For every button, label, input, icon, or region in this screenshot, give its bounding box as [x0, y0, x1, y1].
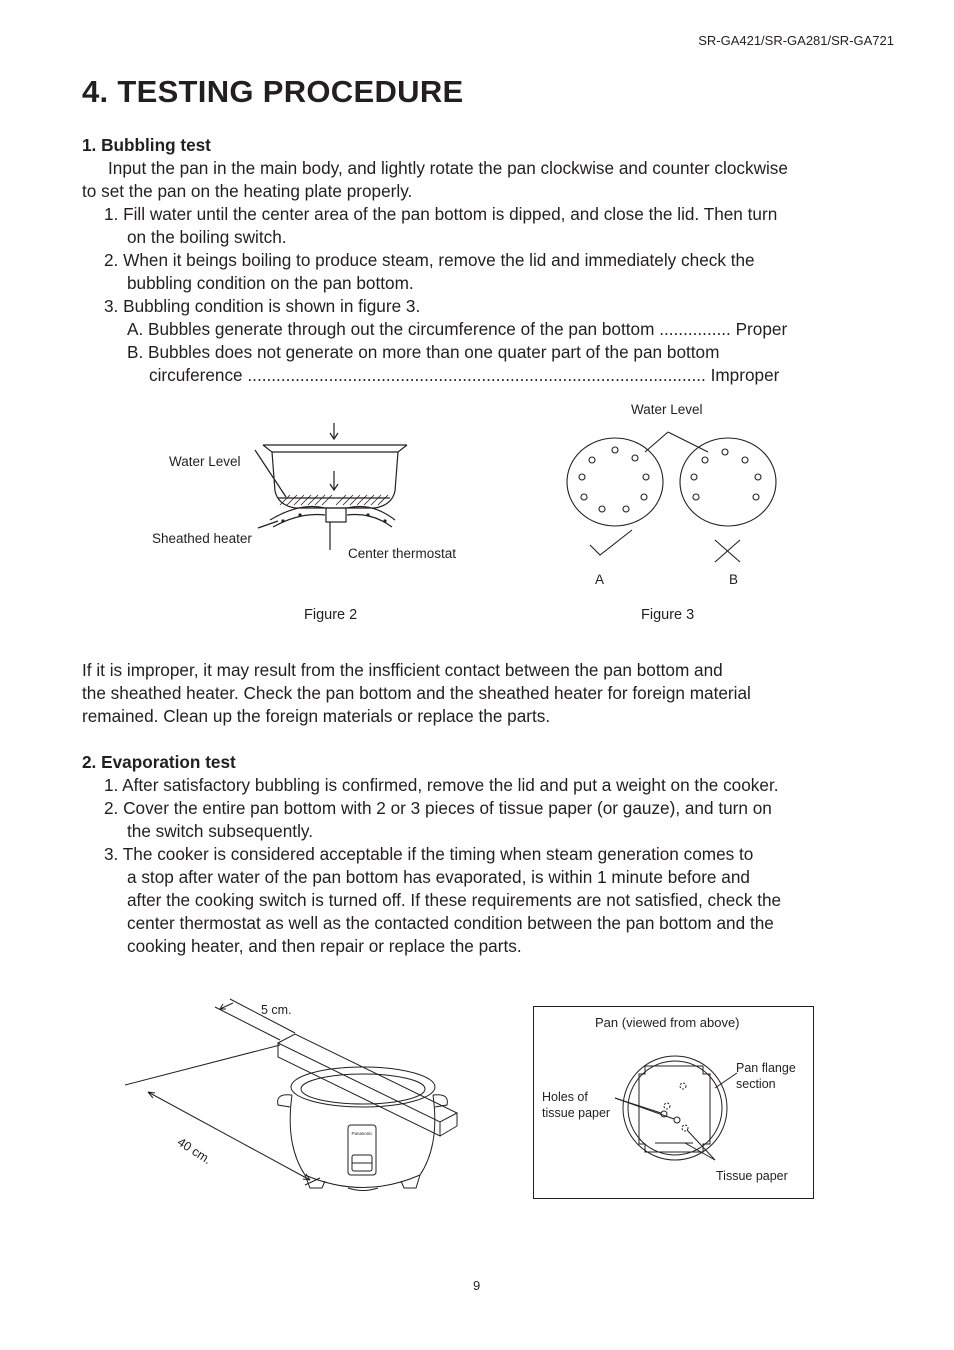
evaporation-step2-line1: 2. Cover the entire pan bottom with 2 or 3 pieces of tissue paper (or gauze), and turn on	[104, 798, 772, 818]
holes-label-line1: Holes of	[542, 1090, 588, 1104]
figure2-caption: Figure 2	[304, 607, 358, 623]
page-number: 9	[473, 1278, 481, 1293]
cooker-brand-logo: Panasonic	[351, 1131, 373, 1136]
pan-top-view-title: Pan (viewed from above)	[595, 1015, 740, 1030]
bubbling-heading: 1. Bubbling test	[82, 135, 211, 155]
figure3-water-level-label: Water Level	[631, 402, 703, 417]
pan-top-view-diagram	[615, 1048, 735, 1168]
holes-label-line2: tissue paper	[542, 1106, 611, 1120]
evaporation-step3-line5: cooking heater, and then repair or replace the parts.	[127, 936, 522, 956]
dimension-width-label: 5 cm.	[261, 1003, 292, 1017]
bubbling-step-b-line1: B. Bubbles does not generate on more than one quater part of the pan bottom	[127, 342, 720, 362]
bubbling-step1-line2: on the boiling switch.	[127, 227, 287, 247]
evaporation-step1: 1. After satisfactory bubbling is confirmed, remove the lid and put a weight on the cooker.	[104, 775, 779, 795]
figure2-center-thermostat-label: Center thermostat	[348, 546, 457, 561]
cooker-weight-diagram	[120, 995, 480, 1210]
tissue-paper-label: Tissue paper	[716, 1169, 788, 1183]
evaporation-step2-line2: the switch subsequently.	[127, 821, 313, 841]
bubbling-step2-line2: bubbling condition on the pan bottom.	[127, 273, 414, 293]
figure2-water-level-label: Water Level	[169, 454, 241, 469]
bubbling-step-a: A. Bubbles generate through out the circumference of the pan bottom ............... Proper	[127, 319, 788, 339]
evaporation-step3-line3: after the cooking switch is turned off. If these requirements are not satisfied, check the	[127, 890, 782, 910]
bubbling-step2-line1: 2. When it beings boiling to produce steam, remove the lid and immediately check the	[104, 250, 755, 270]
figure3-bubbles-diagram	[560, 420, 780, 570]
bubbling-step-b-line2: circuference ................................................................................................ Improper	[149, 365, 780, 385]
evaporation-step3-line2: a stop after water of the pan bottom has evaporated, is within 1 minute before and	[127, 867, 750, 887]
evaporation-step3-line1: 3. The cooker is considered acceptable if the timing when steam generation comes to	[104, 844, 754, 864]
figure3-label-b: B	[729, 572, 739, 587]
figure3-caption: Figure 3	[641, 607, 695, 623]
page-title: 4. TESTING PROCEDURE	[82, 74, 464, 109]
model-number: SR-GA421/SR-GA281/SR-GA721	[698, 33, 894, 48]
evaporation-heading: 2. Evaporation test	[82, 752, 236, 772]
dimension-length-label: 40 cm.	[174, 1134, 214, 1168]
pan-flange-label-line1: Pan flange	[736, 1061, 796, 1075]
bubbling-intro-line2: to set the pan on the heating plate properly.	[82, 181, 413, 201]
improper-note-line2: the sheathed heater. Check the pan bottom and the sheathed heater for foreign material	[82, 683, 751, 703]
improper-note-line3: remained. Clean up the foreign materials or replace the parts.	[82, 706, 551, 726]
improper-note-line1: If it is improper, it may result from the insfficient contact between the pan bottom and	[82, 660, 723, 680]
bubbling-intro-line1: Input the pan in the main body, and lightly rotate the pan clockwise and counter clockwise	[108, 158, 788, 178]
bubbling-step3: 3. Bubbling condition is shown in figure 3.	[104, 296, 421, 316]
figure3-label-a: A	[595, 572, 605, 587]
pan-flange-label-line2: section	[736, 1077, 776, 1091]
evaporation-step3-line4: center thermostat as well as the contacted condition between the pan bottom and the	[127, 913, 774, 933]
bubbling-step1-line1: 1. Fill water until the center area of the pan bottom is dipped, and close the lid. Then turn	[104, 204, 778, 224]
figure2-sheathed-heater-label: Sheathed heater	[152, 531, 252, 546]
